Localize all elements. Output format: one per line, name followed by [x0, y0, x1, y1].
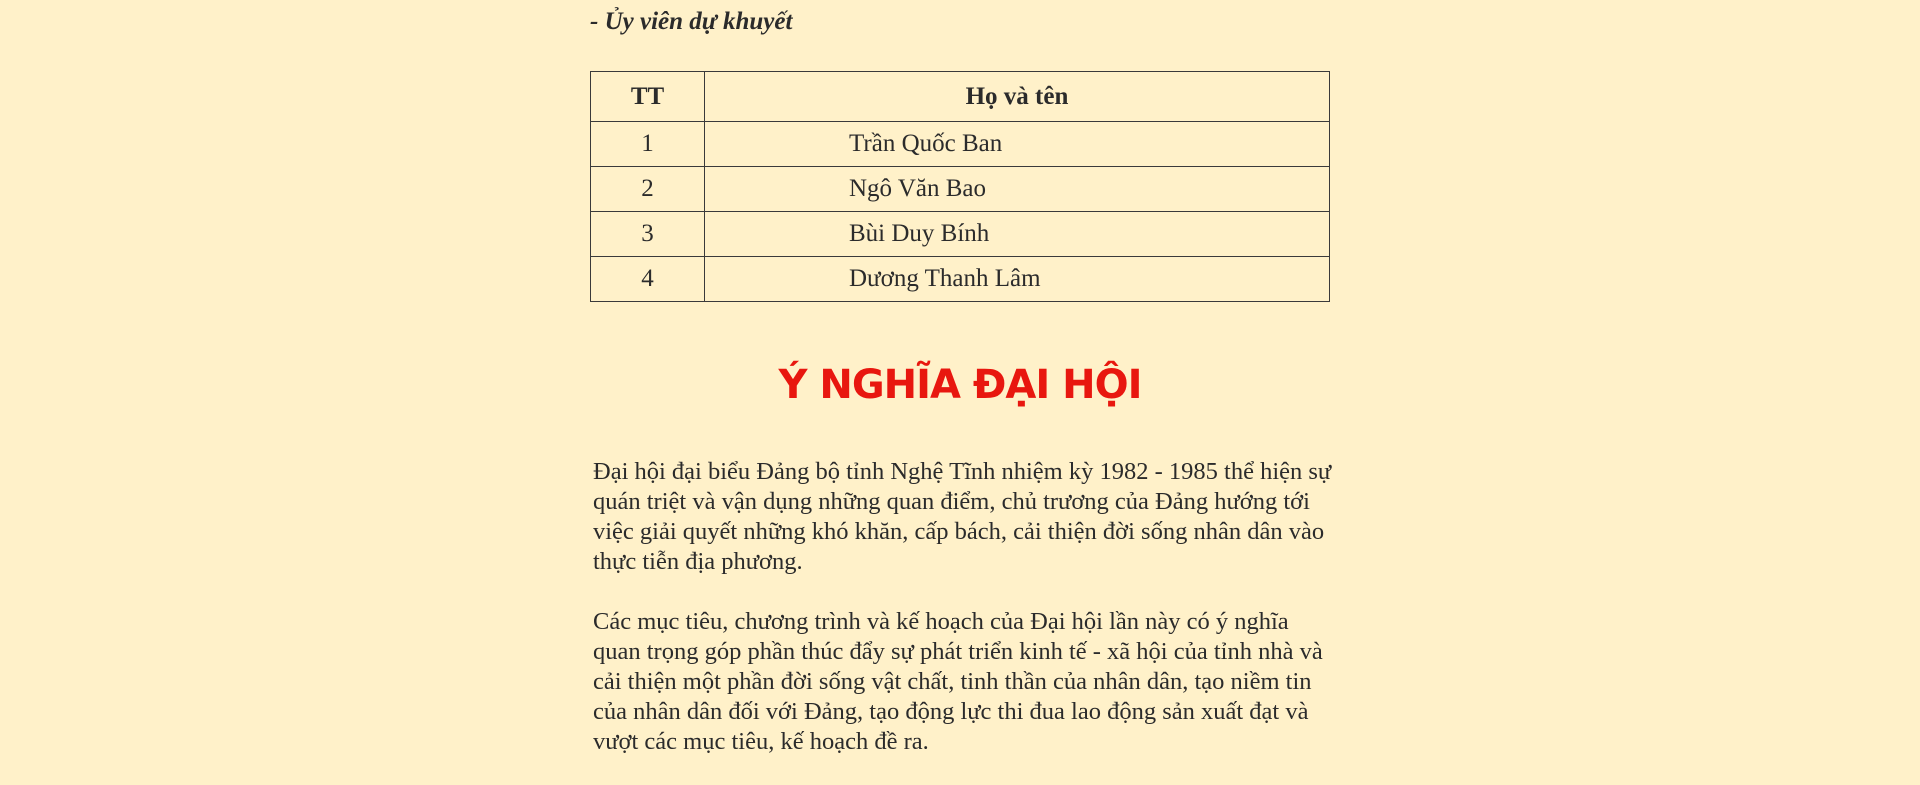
- member-name: Dương Thanh Lâm: [705, 257, 1330, 302]
- table-row: [591, 167, 1330, 212]
- row-number: 4: [591, 257, 705, 302]
- table-row: [591, 122, 1330, 167]
- row-number: 2: [591, 167, 705, 212]
- alternate-members-heading: - Ủy viên dự khuyết: [590, 8, 793, 35]
- row-number: 1: [591, 122, 705, 167]
- table-row: [591, 212, 1330, 257]
- column-header-name: Họ và tên: [705, 72, 1330, 122]
- table-header-row: [591, 72, 1330, 122]
- paragraph: Đại hội đại biểu Đảng bộ tỉnh Nghệ Tĩnh nhiệm kỳ 1982 - 1985 thể hiện sự quán triệt và vận dụng những quan điểm, chủ trương của Đảng hướng tới việc giải quyết những khó khăn, cấp bách, cải thiện đời sống nhân dân vào thực tiễn địa phương.: [593, 458, 1332, 575]
- row-number: 3: [591, 212, 705, 257]
- paragraph: Các mục tiêu, chương trình và kế hoạch của Đại hội lần này có ý nghĩa quan trọng góp phần thúc đẩy sự phát triển kinh tế - xã hội của tỉnh nhà và cải thiện một phần đời sống vật chất, tinh thần của nhân dân, tạo niềm tin của nhân dân đối với Đảng, tạo động lực thi đua lao động sản xuất đạt và vượt các mục tiêu, kế hoạch đề ra.: [593, 608, 1323, 755]
- section-title: Ý NGHĨA ĐẠI HỘI: [778, 362, 1142, 408]
- member-name: Ngô Văn Bao: [705, 167, 1330, 212]
- column-header-tt: TT: [591, 72, 705, 122]
- member-name: Bùi Duy Bính: [705, 212, 1330, 257]
- member-name: Trần Quốc Ban: [705, 122, 1330, 167]
- alternate-members-table: [590, 71, 1330, 302]
- table-row: [591, 257, 1330, 302]
